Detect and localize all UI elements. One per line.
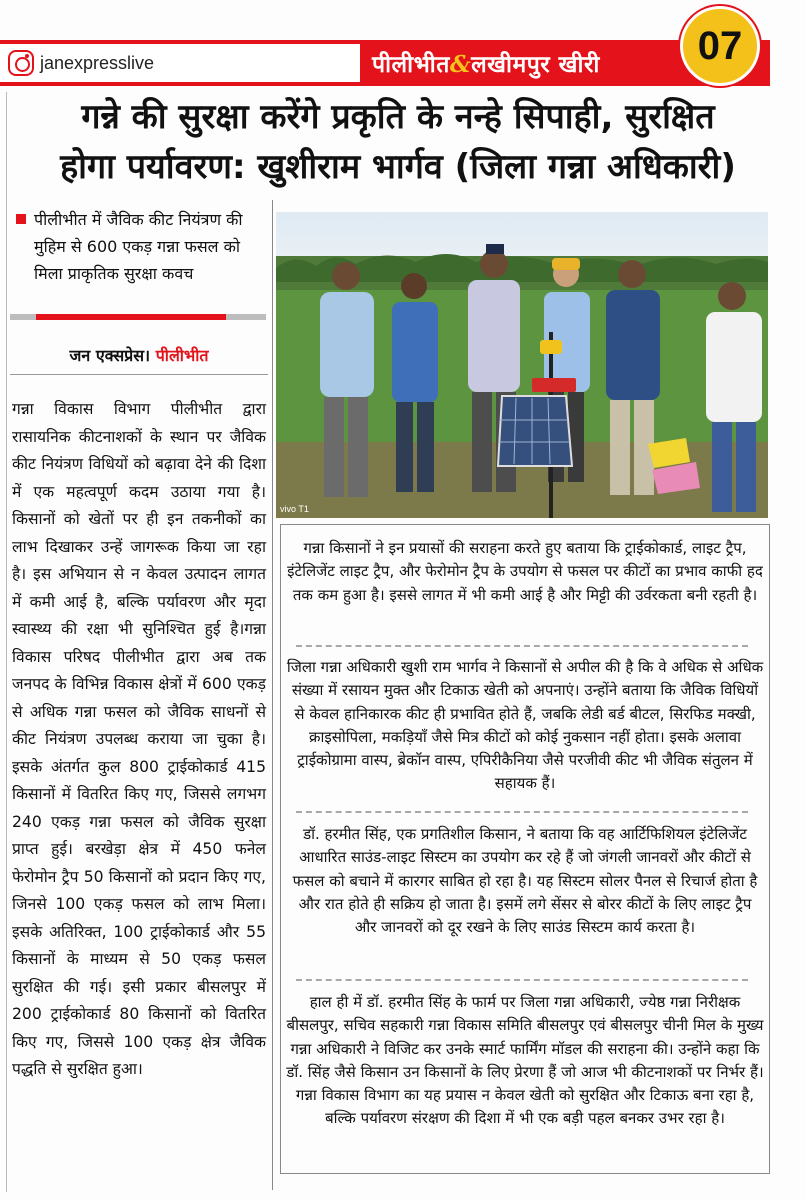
paragraph-1: गन्ना किसानों ने इन प्रयासों की सराहना करते हुए बताया कि ट्राईकोकार्ड, लाइट ट्रैप, इंटेलिजेंट लाइट ट्रैप, और फेरोमोन ट्रैप के उपयोग से फसल पर कीटों का प्रभाव काफी हद तक कम हुआ है। इससे लागत में भी कमी आई है और मिट्टी की उर्वरकता बनी रहती है। — [287, 539, 763, 604]
headline-line-2: होगा पर्यावरण: खुशीराम भार्गव (जिला गन्ना अधिकारी) — [60, 147, 736, 187]
headline-line-1: गन्ने की सुरक्षा करेंगे प्रकृति के नन्हे सिपाही, सुरक्षित — [81, 97, 715, 137]
edition-title — [372, 47, 600, 79]
left-column-body: गन्ना विकास विभाग पीलीभीत द्वारा रासायनिक कीटनाशकों के स्थान पर जैविक कीट नियंत्रण विधियों को बढ़ावा देने की दिशा में एक महत्वपूर्ण कदम उठाया गया है। किसानों को खेतों पर ही इन तकनीकों का लाभ दिखाकर उन्हें जागरूक किया जा रहा है। इस अभियान से न केवल उत्पादन लागत में कमी आई है, बल्कि पर्यावरण और मृदा स्वास्थ्य की रक्षा भी सुनिश्चित हुई है।गन्ना विकास परिषद पीलीभीत द्वारा अब तक जनपद के विभिन्न विकास क्षेत्रों में 600 एकड़ से अधिक गन्ना फसल को जैविक साधनों से कीट नियंत्रण उपलब्ध कराया जा चुका है। इसके अंतर्गत कुल 800 ट्राईकोकार्ड 415 किसानों में वितरित किए गए, जिससे लगभग 240 एकड़ गन्ना फसल को जैविक सुरक्षा प्राप्त हुई। बरखेड़ा क्षेत्र में 450 फनेल फेरोमोन ट्रैप 50 किसानों को प्रदान किए गए, जिनसे 100 एकड़ फसल को लाभ मिला। इसके अतिरिक्त, 100 ट्राईकोकार्ड और 55 किसानों के माध्यम से 50 एकड़ फसल सुरक्षित की गई। इसी प्रकार बीसलपुर में 200 ट्राईकोकार्ड 80 किसानों को वितरित किए गए, जिससे 100 एकड़ क्षेत्र जैविक पद्धति से सुरक्षित हुआ। — [12, 400, 266, 1078]
column-divider — [272, 200, 273, 1190]
dateline-rule — [10, 374, 268, 375]
subheadline-rule — [36, 314, 226, 320]
edition-ampersand: & — [449, 51, 472, 78]
paragraph-2: जिला गन्ना अधिकारी खुशी राम भार्गव ने किसानों से अपील की है कि वे अधिक से अधिक संख्या में रसायन मुक्त और टिकाऊ खेती को अपनाएं। उन्होंने बताया कि जैविक विधियों से केवल हानिकारक कीट ही प्रभावित होते हैं, जबकि लेडी बर्ड बीटल, सिरफिड मक्खी, क्राइसोपिला, मकड़ियाँ जैसे मित्र कीटों को कोई नुकसान नहीं होता। इसके अलावा ट्राईकोग्रामा वास्प, ब्रेकॉन वास्प, एपिरीकैनिया जैसे परजीवी कीट भी जैविक संतुलन में सहायक हैं। — [286, 658, 764, 793]
subheadline-bullet — [16, 214, 26, 224]
dashed-divider-3 — [296, 979, 748, 981]
subheadline-rule-right — [226, 314, 266, 320]
paragraph-4: हाल ही में डॉ. हरमीत सिंह के फार्म पर जिला गन्ना अधिकारी, ज्येष्ठ गन्ना निरीक्षक बीसलपुर, सचिव सहकारी गन्ना विकास समिति बीसलपुर एवं बीसलपुर चीनी मिल के मुख्य गन्ना अधिकारी ने विजिट कर उनके स्मार्ट फार्मिंग मॉडल की सराहना की। उन्होंने कहा कि डॉ. सिंह जैसे किसान उन किसानों के लिए प्रेरणा हैं जो आज भी कीटनाशकों पर निर्भर हैं।गन्ना विकास विभाग का यह प्रयास न केवल खेती को सुरक्षित और टिकाऊ बना रहा है, बल्कि पर्यावरण संरक्षण की दिशा में भी एक बड़ी पहल बनकर उभर रहा है। — [286, 993, 764, 1128]
dateline — [10, 344, 268, 366]
news-photo — [276, 212, 768, 518]
dateline-source: जन एक्सप्रेस। — [69, 346, 151, 365]
left-border — [6, 92, 7, 1192]
subheadline-rule-left — [10, 314, 36, 320]
edition-part1: पीलीभीत — [372, 52, 450, 78]
paragraph-3: डॉ. हरमीत सिंह, एक प्रगतिशील किसान, ने बताया कि वह आर्टिफिशियल इंटेलिजेंट आधारित साउंड-लाइट सिस्टम का उपयोग कर रहे हैं जो जंगली जानवरों और कीटों से फसल को बचाने में कारगर साबित हो रहा है। यह सिस्टम सोलर पैनल से रिचार्ज होता है और रात होते ही सक्रिय हो जाता है। इसमें लगे सेंसर से बोरर कीटों के लिए लाइट ट्रैप और जानवरों को दूर रखने के लिए साउंड सिस्टम कार्य करता है। — [292, 825, 758, 937]
social-handle — [0, 44, 360, 82]
subheadline: पीलीभीत में जैविक कीट नियंत्रण की मुहिम से 600 एकड़ गन्ना फसल को मिला प्राकृतिक सुरक्षा कवच — [34, 210, 243, 283]
edition-part2: लखीमपुर खीरी — [471, 52, 600, 78]
headline — [18, 92, 778, 192]
photo-illustration — [276, 212, 768, 518]
instagram-icon — [8, 50, 34, 76]
instagram-handle: janexpresslive — [40, 52, 155, 73]
page-number-badge: 07 — [680, 6, 760, 86]
dateline-city: पीलीभीत — [155, 346, 209, 365]
photo-caption: vivo T1 — [280, 504, 309, 514]
dashed-divider-1 — [296, 645, 748, 647]
dashed-divider-2 — [296, 811, 748, 813]
